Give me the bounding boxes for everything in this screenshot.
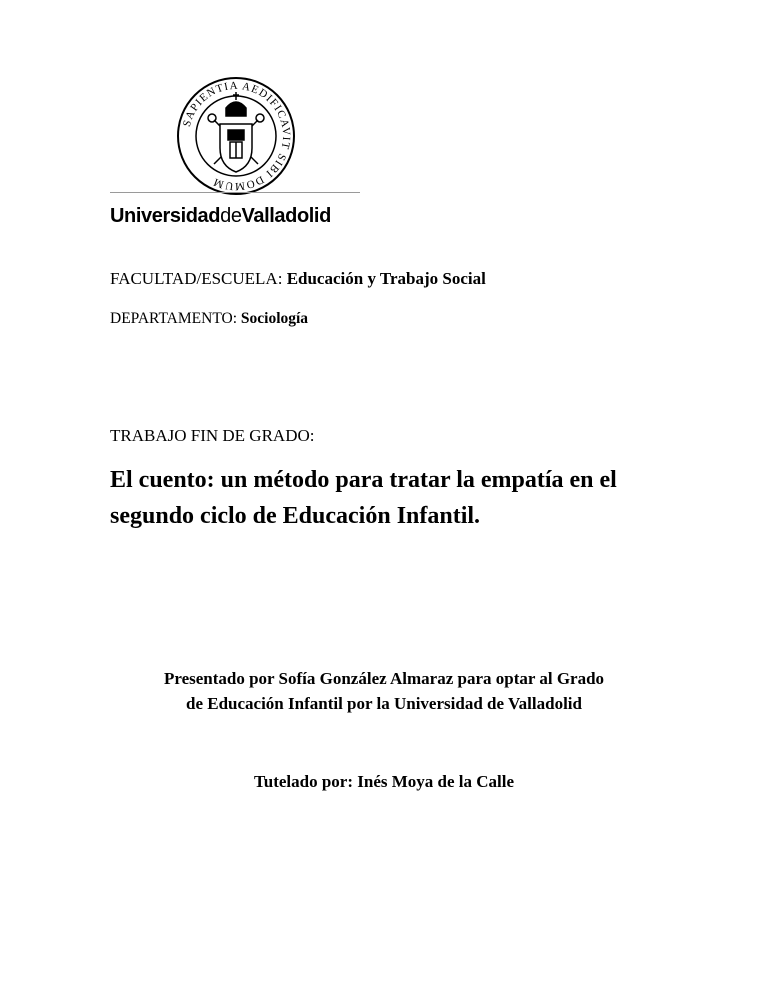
thesis-title-line-1: El cuento: un método para tratar la empatía en el (110, 467, 617, 493)
wordmark-part-de: de (220, 205, 242, 227)
department-value: Sociología (240, 310, 309, 327)
university-seal-icon (176, 76, 296, 196)
header-divider (110, 192, 360, 193)
tutor-line: Tutelado por: Inés Moya de la Calle (253, 772, 515, 791)
thesis-type-label: TRABAJO FIN DE GRADO: (110, 426, 315, 445)
thesis-title-line-2: segundo ciclo de Educación Infantil. (110, 503, 481, 529)
thesis-title (110, 462, 690, 534)
wordmark-part-universidad: Universidad (110, 205, 221, 227)
department-line (110, 308, 308, 330)
wordmark-part-valladolid: Valladolid (241, 205, 331, 227)
presentation-statement (100, 666, 668, 716)
faculty-value: Educación y Trabajo Social (286, 269, 486, 288)
university-wordmark (110, 202, 331, 230)
presentation-line-1: Presentado por Sofía González Almaraz para optar al Grado (163, 669, 605, 688)
seal-motto: SAPIENTIA AEDIFICAVIT SIBI DOMUM (180, 79, 293, 193)
department-label: DEPARTAMENTO: (110, 310, 238, 327)
presentation-line-2: de Educación Infantil por la Universidad de Valladolid (186, 694, 582, 713)
faculty-line (110, 268, 486, 290)
faculty-label: FACULTAD/ESCUELA: (110, 269, 283, 288)
